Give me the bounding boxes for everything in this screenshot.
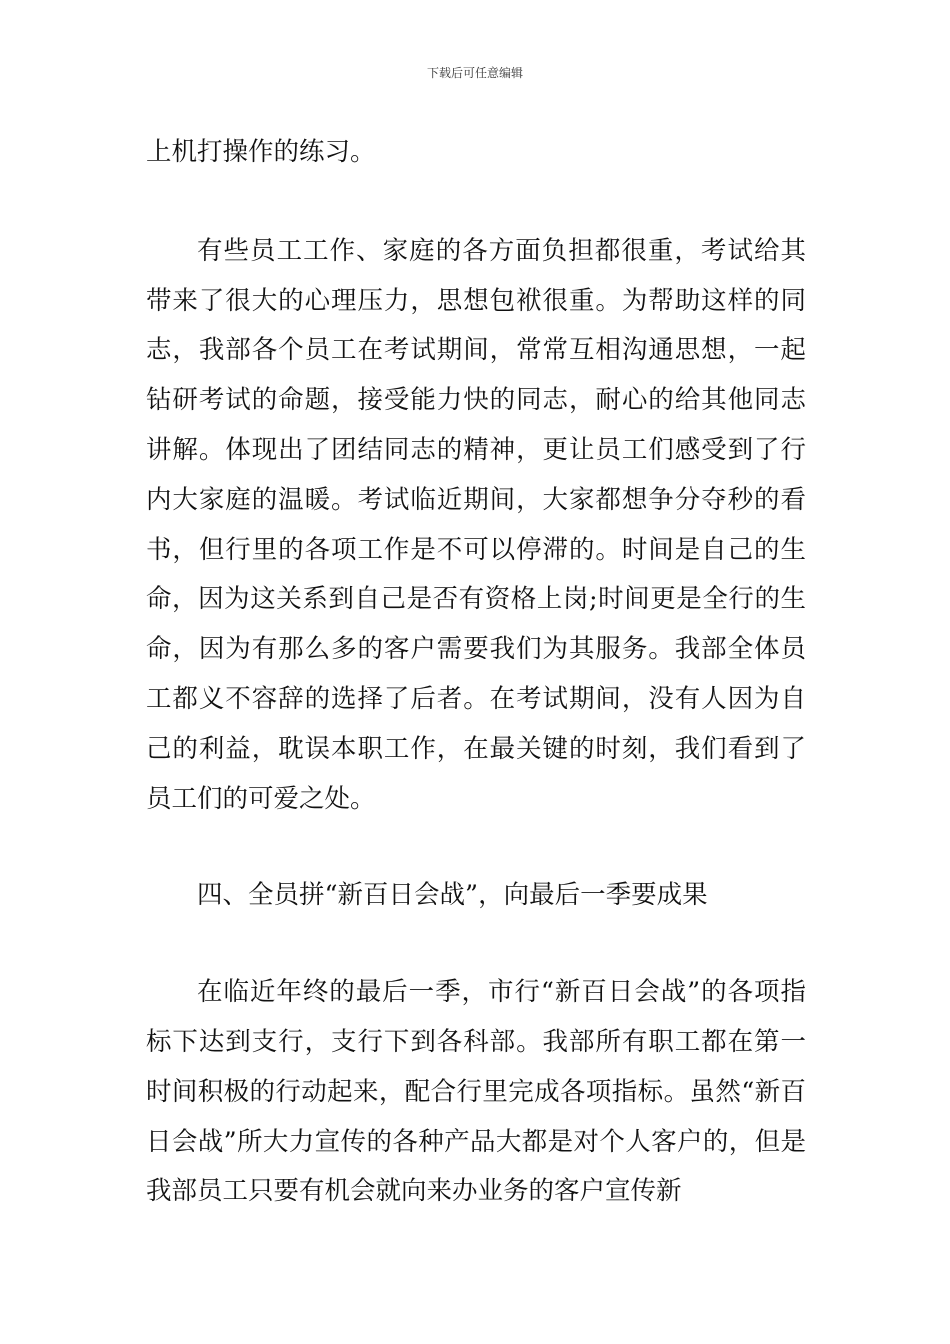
paragraph-exam-pressure: 有些员工工作、家庭的各方面负担都很重，考试给其带来了很大的心理压力，思想包袱很重。为帮助这样的同志，我部各个员工在考试期间，常常互相沟通思想，一起钻研考试的命题，接受能力快的同志，耐心的给其他同志讲解。体现出了团结同志的精神，更让员工们感受到了行内大家庭的温暖。考试临近期间，大家都想争分夺秒的看书，但行里的各项工作是不可以停滞的。时间是自己的生命，因为这关系到自己是否有资格上岗;时间更是全行的生命，因为有那么多的客户需要我们为其服务。我部全体员工都义不容辞的选择了后者。在考试期间，没有人因为自己的利益，耽误本职工作，在最关键的时刻，我们看到了员工们的可爱之处。 [146,235,806,814]
section-heading: 四、全员拼“新百日会战”，向最后一季要成果 [197,880,708,911]
page-header: 下载后可任意编辑 [426,66,523,80]
paragraph-continuation: 上机打操作的练习。 [146,137,376,167]
paragraph-hundred-days: 在临近年终的最后一季，市行“新百日会战”的各项指标下达到支行，支行下到各科部。我部所有职工都在第一时间积极的行动起来，配合行里完成各项指标。虽然“新百日会战”所大力宣传的各种产品大都是对个人客户的，但是我部员工只要有机会就向来办业务的客户宣传新 [146,977,806,1207]
document-body [146,128,806,1217]
